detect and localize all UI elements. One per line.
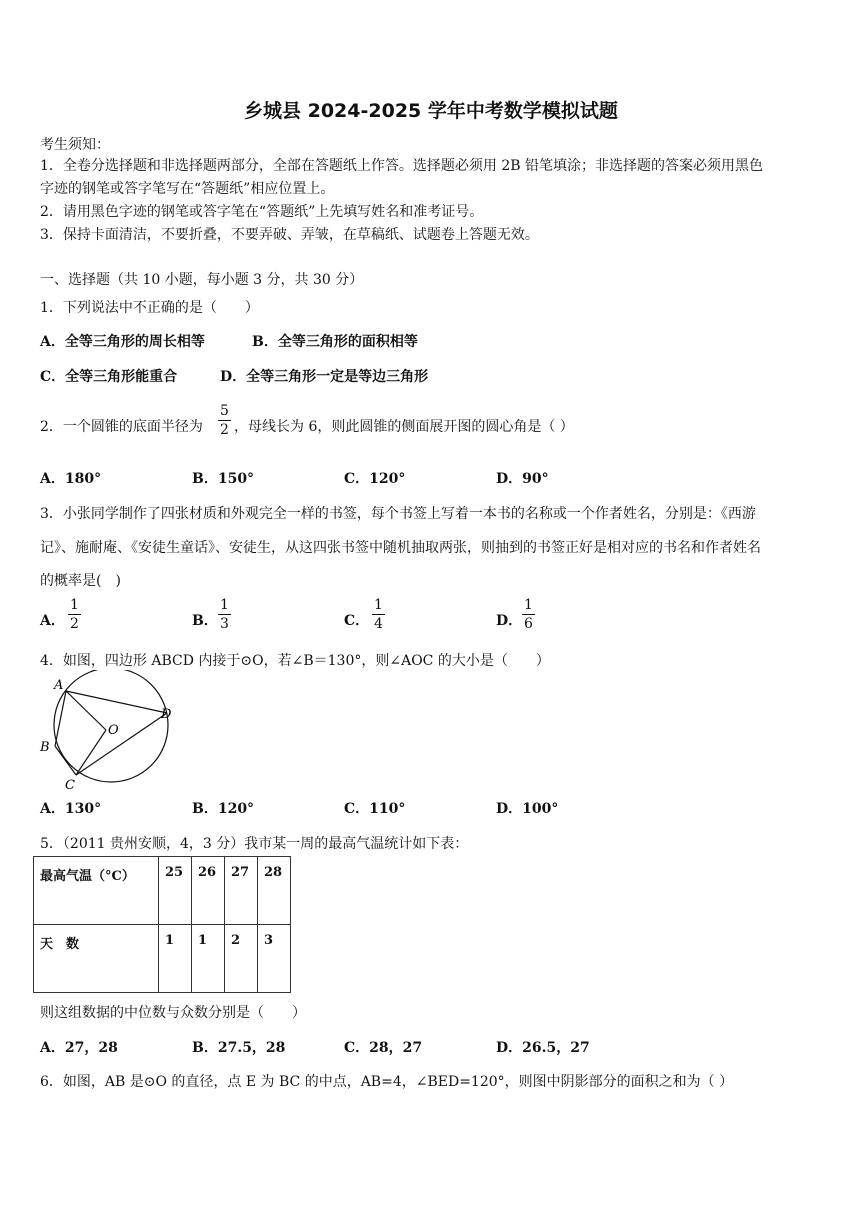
- q5-after-table: 则这组数据的中位数与众数分别是（ ）: [40, 1005, 306, 1021]
- page-title: 乡城县 2024-2025 学年中考数学模拟试题: [244, 100, 618, 122]
- fraction-bar: [372, 614, 385, 615]
- q2-option-a: A．180°: [40, 471, 102, 487]
- table-cell-label: 最高气温（°C）: [34, 857, 159, 925]
- table-cell: 1: [159, 925, 192, 993]
- segment-cd: [76, 713, 167, 775]
- q5-option-c: C．28，27: [344, 1040, 423, 1056]
- q4-option-a: A．130°: [40, 801, 102, 817]
- segment-bc: [55, 746, 76, 775]
- q3-option-b-fraction: [218, 597, 231, 632]
- q4-circle-figure: [36, 670, 186, 794]
- q3-line-1: 3．小张同学制作了四张材质和外观完全一样的书签，每个书签上写着一本书的名称或一个作者姓名，分别是：《西游: [40, 506, 756, 522]
- fraction-den: 6: [524, 616, 533, 632]
- table-cell-label: 天 数: [34, 925, 159, 993]
- fraction-num: 1: [524, 597, 533, 613]
- q3-option-b-label: B．: [192, 613, 218, 629]
- fraction-den: 3: [220, 616, 229, 632]
- q3-option-c-fraction: [372, 597, 385, 632]
- fraction-num: 1: [374, 597, 383, 613]
- fraction-den: 2: [70, 616, 79, 632]
- q3-option-d-label: D．: [496, 613, 523, 629]
- q5-option-d: D．26.5，27: [496, 1040, 590, 1056]
- q2-fraction: [218, 403, 231, 438]
- table-cell: 2: [225, 925, 258, 993]
- table-cell: 27: [225, 857, 258, 925]
- label-o: O: [108, 723, 119, 738]
- fraction-den: 4: [374, 616, 383, 632]
- notice-line-3: 3．保持卡面清洁，不要折叠，不要弄破、弄皱，在草稿纸、试题卷上答题无效。: [40, 227, 539, 243]
- q1-option-d: D．全等三角形一定是等边三角形: [220, 369, 429, 385]
- q4-option-b: B．120°: [192, 801, 255, 817]
- fraction-bar: [68, 614, 81, 615]
- fraction-num: 1: [70, 597, 79, 613]
- fraction-num: 1: [220, 597, 229, 613]
- q1-option-a: A．全等三角形的周长相等: [40, 334, 205, 350]
- table-cell: 25: [159, 857, 192, 925]
- notice-heading: 考生须知：: [40, 137, 110, 153]
- q1-option-b: B．全等三角形的面积相等: [252, 334, 418, 350]
- q1-stem: 1．下列说法中不正确的是（ ）: [40, 300, 259, 316]
- section-heading: 一、选择题（共 10 小题，每小题 3 分，共 30 分）: [40, 272, 364, 288]
- table-row: [34, 857, 291, 925]
- q2-option-c: C．120°: [344, 471, 406, 487]
- table-cell: 28: [258, 857, 291, 925]
- table-row: [34, 925, 291, 993]
- temperature-table: [33, 856, 291, 993]
- fraction-bar: [218, 420, 231, 421]
- q2-option-b: B．150°: [192, 471, 255, 487]
- q5-option-a: A．27，28: [40, 1040, 118, 1056]
- segment-ao: [66, 691, 106, 730]
- q3-option-a-fraction: [68, 597, 81, 632]
- notice-line-1b: 字迹的钢笔或答字笔写在“答题纸”相应位置上。: [40, 181, 335, 197]
- fraction-bar: [218, 614, 231, 615]
- segment-oc: [76, 730, 106, 775]
- q2-fraction-num: 5: [220, 403, 229, 419]
- q4-stem: 4．如图，四边形 ABCD 内接于⊙O，若∠B＝130°，则∠AOC 的大小是（ ）: [40, 653, 550, 669]
- notice-line-1a: 1．全卷分选择题和非选择题两部分，全部在答题纸上作答。选择题必须用 2B 铅笔填涂；非选择题的答案必须用黑色: [40, 158, 763, 174]
- q5-option-b: B．27.5，28: [192, 1040, 286, 1056]
- fraction-bar: [522, 614, 535, 615]
- q2-stem-post: ，母线长为 6，则此圆锥的侧面展开图的圆心角是（ ）: [234, 419, 574, 435]
- table-cell: 1: [192, 925, 225, 993]
- label-d: D: [161, 707, 172, 722]
- q3-line-2: 记》、施耐庵、《安徒生童话》、安徒生，从这四张书签中随机抽取两张，则抽到的书签正好是相对应的书名和作者姓名: [40, 540, 761, 556]
- q1-option-c: C．全等三角形能重合: [40, 369, 178, 385]
- table-cell: 26: [192, 857, 225, 925]
- q3-line-3: 的概率是( ): [40, 573, 121, 589]
- notice-line-2: 2．请用黑色字迹的钢笔或答字笔在“答题纸”上先填写姓名和准考证号。: [40, 204, 484, 220]
- q4-option-c: C．110°: [344, 801, 406, 817]
- q6-stem: 6．如图，AB 是⊙O 的直径，点 E 为 BC 的中点，AB=4，∠BED=120°，则图中阴影部分的面积之和为（ ）: [40, 1074, 734, 1090]
- q2-fraction-den: 2: [220, 422, 229, 438]
- q4-option-d: D．100°: [496, 801, 559, 817]
- label-a: A: [54, 678, 64, 693]
- q2-stem-pre: 2．一个圆锥的底面半径为: [40, 419, 203, 435]
- q3-option-a-label: A．: [40, 613, 65, 629]
- label-c: C: [65, 778, 75, 793]
- q3-option-d-fraction: [522, 597, 535, 632]
- q3-option-c-label: C．: [344, 613, 370, 629]
- label-b: B: [40, 740, 50, 755]
- q2-option-d: D．90°: [496, 471, 549, 487]
- segment-da: [66, 691, 167, 713]
- q5-stem: 5．（2011 贵州安顺，4，3 分）我市某一周的最高气温统计如下表：: [40, 836, 469, 852]
- table-cell: 3: [258, 925, 291, 993]
